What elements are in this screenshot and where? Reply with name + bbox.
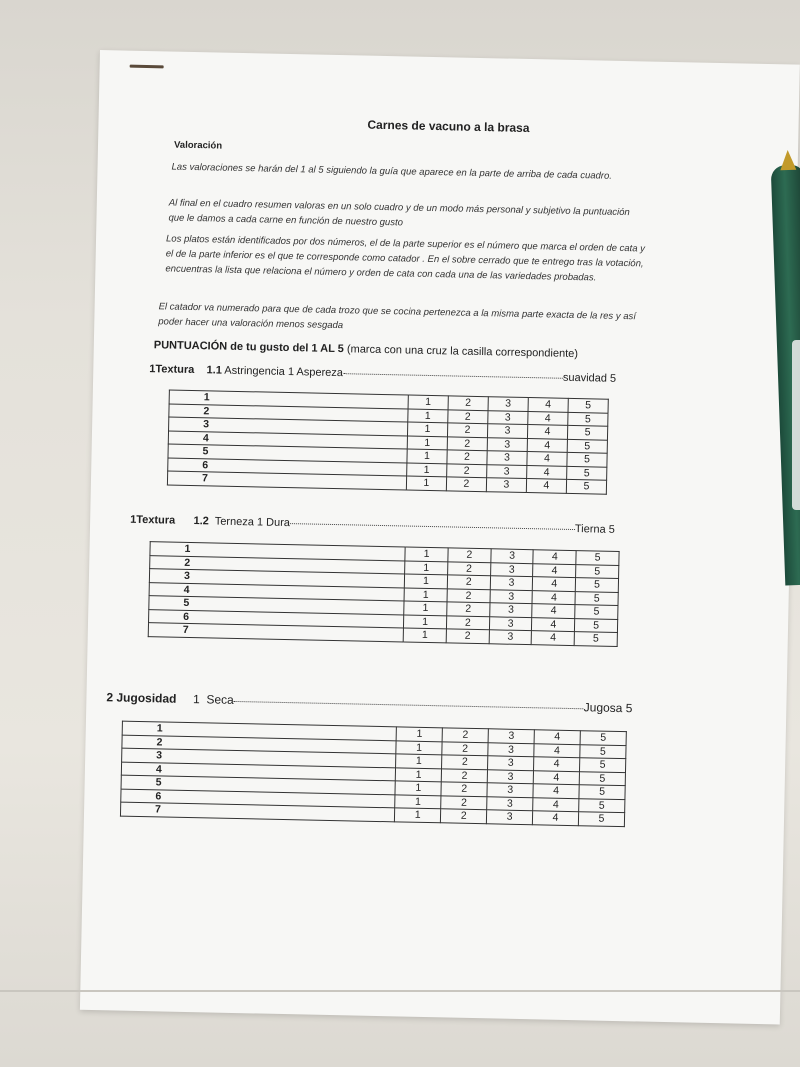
score-cell[interactable]: 1 — [396, 727, 442, 741]
puntuacion-heading — [154, 339, 578, 360]
score-cell[interactable]: 5 — [580, 731, 626, 745]
row-number: 1 — [169, 390, 408, 408]
score-cell[interactable]: 4 — [533, 550, 576, 564]
puntuacion-bold: PUNTUACIÓN de tu gusto del 1 AL 5 — [153, 339, 344, 356]
paper-sheet — [80, 50, 800, 1024]
score-cell[interactable]: 3 — [487, 796, 533, 810]
score-cell[interactable]: 1 — [395, 794, 441, 808]
row-number: 6 — [168, 458, 407, 476]
score-cell[interactable]: 4 — [533, 770, 579, 784]
criterion-lead: 2 Jugosidad — [106, 690, 177, 706]
score-cell[interactable]: 5 — [576, 551, 619, 565]
row-number: 7 — [167, 471, 406, 489]
row-number: 7 — [148, 623, 403, 642]
score-cell[interactable]: 4 — [528, 411, 568, 425]
criterion-1 — [149, 363, 616, 385]
score-cell[interactable]: 5 — [568, 412, 608, 426]
score-cell[interactable]: 4 — [527, 425, 567, 439]
score-cell[interactable]: 2 — [447, 588, 490, 602]
criterion-text: Seca — [206, 692, 234, 707]
score-cell[interactable]: 2 — [448, 409, 488, 423]
score-cell[interactable]: 1 — [404, 574, 447, 588]
score-cell[interactable]: 5 — [567, 452, 607, 466]
score-cell[interactable]: 3 — [488, 742, 534, 756]
score-cell[interactable]: 3 — [490, 562, 533, 576]
row-number: 3 — [122, 748, 396, 767]
row-number: 4 — [149, 582, 404, 601]
score-cell[interactable]: 2 — [442, 741, 488, 755]
score-cell[interactable]: 1 — [403, 628, 446, 642]
score-cell[interactable]: 3 — [487, 810, 533, 824]
row-number: 3 — [169, 417, 408, 435]
score-cell[interactable]: 2 — [447, 463, 487, 477]
score-cell[interactable]: 5 — [567, 439, 607, 453]
score-cell[interactable]: 5 — [579, 798, 625, 812]
score-cell[interactable]: 3 — [487, 437, 527, 451]
row-number: 6 — [149, 609, 404, 628]
score-cell[interactable]: 5 — [574, 632, 617, 646]
row-number: 2 — [169, 404, 408, 422]
row-number: 5 — [121, 775, 395, 794]
criterion-lead: 1Textura — [130, 513, 176, 527]
score-cell[interactable]: 5 — [567, 425, 607, 439]
score-cell[interactable]: 4 — [534, 743, 580, 757]
score-cell[interactable]: 1 — [407, 436, 447, 450]
score-cell[interactable]: 4 — [526, 479, 566, 493]
criterion-2 — [130, 514, 615, 536]
criterion-end: Jugosa 5 — [583, 700, 633, 716]
score-cell[interactable]: 5 — [566, 479, 606, 493]
score-cell[interactable]: 3 — [488, 756, 534, 770]
score-cell[interactable]: 4 — [533, 797, 579, 811]
row-number: 5 — [149, 596, 404, 615]
score-cell[interactable]: 1 — [395, 781, 441, 795]
score-cell[interactable]: 1 — [406, 476, 446, 490]
dotted-line — [234, 701, 584, 709]
score-cell[interactable]: 5 — [578, 812, 624, 826]
score-cell[interactable]: 1 — [396, 740, 442, 754]
dotted-line — [290, 523, 575, 530]
score-cell[interactable]: 5 — [575, 591, 618, 605]
score-cell[interactable]: 3 — [489, 630, 532, 644]
score-cell[interactable]: 1 — [395, 767, 441, 781]
score-cell[interactable]: 1 — [404, 587, 447, 601]
score-cell[interactable]: 5 — [579, 758, 625, 772]
score-cell[interactable]: 2 — [447, 602, 490, 616]
score-cell[interactable]: 1 — [405, 547, 448, 561]
score-cell[interactable]: 4 — [533, 563, 576, 577]
score-table-3 — [120, 721, 627, 827]
staple-mark — [130, 65, 164, 69]
score-cell[interactable]: 5 — [575, 605, 618, 619]
paragraph-2: Al final en el cuadro resumen valoras en un solo cuadro y de un modo más personal y subjetivo la puntuación que le damos a cada carne en función de nuestro gusto — [168, 197, 630, 229]
score-cell[interactable]: 4 — [532, 590, 575, 604]
table-edge — [0, 990, 800, 992]
score-cell[interactable]: 1 — [395, 808, 441, 822]
score-cell[interactable]: 3 — [490, 589, 533, 603]
score-cell[interactable]: 4 — [532, 811, 578, 825]
score-cell[interactable]: 2 — [447, 450, 487, 464]
row-number: 2 — [122, 735, 396, 754]
score-cell[interactable]: 2 — [441, 782, 487, 796]
score-cell[interactable]: 1 — [408, 409, 448, 423]
score-cell[interactable]: 2 — [446, 477, 486, 491]
score-cell[interactable]: 4 — [533, 577, 576, 591]
score-cell[interactable]: 3 — [490, 576, 533, 590]
row-number: 5 — [168, 444, 407, 462]
criterion-item: 1.1 — [206, 364, 223, 377]
score-cell[interactable]: 3 — [489, 616, 532, 630]
row-number: 4 — [168, 431, 407, 449]
score-cell[interactable]: 2 — [448, 396, 488, 410]
score-cell[interactable]: 3 — [488, 397, 528, 411]
score-cell[interactable]: 2 — [442, 755, 488, 769]
puntuacion-instruction: (marca con una cruz la casilla correspondiente) — [346, 343, 579, 361]
score-cell[interactable]: 2 — [441, 809, 487, 823]
score-cell[interactable]: 3 — [486, 478, 526, 492]
criterion-item: 1 — [192, 692, 200, 707]
criterion-end: suavidad 5 — [562, 371, 617, 385]
score-cell[interactable]: 4 — [527, 438, 567, 452]
score-cell[interactable]: 1 — [404, 601, 447, 615]
pen-label — [792, 340, 800, 510]
score-cell[interactable]: 5 — [576, 564, 619, 578]
score-cell[interactable]: 2 — [447, 575, 490, 589]
score-cell[interactable]: 2 — [446, 615, 489, 629]
criterion-lead: 1Textura — [149, 363, 195, 377]
document-title: Carnes de vacuno a la brasa — [367, 117, 530, 136]
score-cell[interactable]: 1 — [407, 463, 447, 477]
paragraph-4: El catador va numerado para que de cada trozo que se cocina pertenezca a la misma parte exacta de la res y así poder hacer una valoración menos sesgada — [158, 301, 637, 332]
score-cell[interactable]: 1 — [407, 449, 447, 463]
pen-tip — [780, 150, 797, 171]
paragraph-1: Las valoraciones se harán del 1 al 5 siguiendo la guía que aparece en la parte de arriba de cada cuadro. — [171, 161, 613, 182]
score-cell[interactable]: 2 — [447, 423, 487, 437]
score-cell[interactable]: 1 — [396, 754, 442, 768]
score-cell[interactable]: 3 — [487, 424, 527, 438]
score-cell[interactable]: 2 — [441, 795, 487, 809]
score-cell[interactable]: 1 — [407, 422, 447, 436]
score-cell[interactable]: 3 — [487, 464, 527, 478]
score-cell[interactable]: 3 — [487, 769, 533, 783]
row-number: 2 — [150, 555, 405, 574]
score-table-1 — [167, 390, 609, 495]
score-cell[interactable]: 4 — [533, 784, 579, 798]
row-number: 3 — [149, 569, 404, 588]
score-cell[interactable]: 4 — [527, 452, 567, 466]
section-subtitle: Valoración — [173, 139, 223, 152]
row-number: 1 — [150, 542, 405, 561]
score-cell[interactable]: 3 — [491, 549, 534, 563]
score-cell[interactable]: 4 — [534, 730, 580, 744]
score-cell[interactable]: 3 — [488, 729, 534, 743]
score-cell[interactable]: 2 — [442, 728, 488, 742]
row-number: 6 — [121, 789, 395, 808]
criterion-end: Tierna 5 — [574, 523, 615, 536]
score-cell[interactable]: 2 — [448, 561, 491, 575]
score-cell[interactable]: 4 — [532, 631, 575, 645]
row-number: 4 — [121, 762, 395, 781]
paragraph-3: Los platos están identificados por dos números, el de la parte superior es el número que marca el orden de cata y el de la parte inferior es el que te corresponde como catador . En el sobre cerrado que te entrego tras la votación, encuentras la lista que relaciona el número y orden de cata con cada una de las variedades probadas. — [165, 233, 646, 284]
score-cell[interactable]: 4 — [527, 465, 567, 479]
score-cell[interactable]: 1 — [404, 614, 447, 628]
score-cell[interactable]: 2 — [441, 768, 487, 782]
score-cell[interactable]: 3 — [489, 603, 532, 617]
score-cell[interactable]: 1 — [408, 395, 448, 409]
score-cell[interactable]: 1 — [405, 561, 448, 575]
score-cell[interactable]: 5 — [579, 785, 625, 799]
row-number: 7 — [120, 802, 394, 821]
criterion-3 — [106, 690, 632, 715]
score-cell[interactable]: 3 — [487, 451, 527, 465]
criterion-item: 1.2 — [193, 515, 209, 528]
score-cell[interactable]: 3 — [487, 783, 533, 797]
score-cell[interactable]: 5 — [579, 771, 625, 785]
score-cell[interactable]: 4 — [532, 617, 575, 631]
criterion-text: Terneza 1 Dura — [214, 515, 291, 530]
criterion-text: Astringencia 1 Aspereza — [224, 364, 344, 380]
score-cell[interactable]: 4 — [528, 398, 568, 412]
score-cell[interactable]: 5 — [575, 578, 618, 592]
score-cell[interactable]: 2 — [447, 436, 487, 450]
score-cell[interactable]: 2 — [448, 548, 491, 562]
score-cell[interactable]: 5 — [568, 398, 608, 412]
dotted-line — [343, 373, 563, 379]
score-cell[interactable]: 2 — [446, 629, 489, 643]
score-cell[interactable]: 5 — [580, 744, 626, 758]
score-cell[interactable]: 4 — [534, 757, 580, 771]
score-cell[interactable]: 3 — [488, 410, 528, 424]
score-cell[interactable]: 5 — [575, 618, 618, 632]
score-cell[interactable]: 4 — [532, 604, 575, 618]
score-cell[interactable]: 5 — [567, 466, 607, 480]
row-number: 1 — [122, 721, 396, 740]
score-table-2 — [148, 541, 620, 646]
